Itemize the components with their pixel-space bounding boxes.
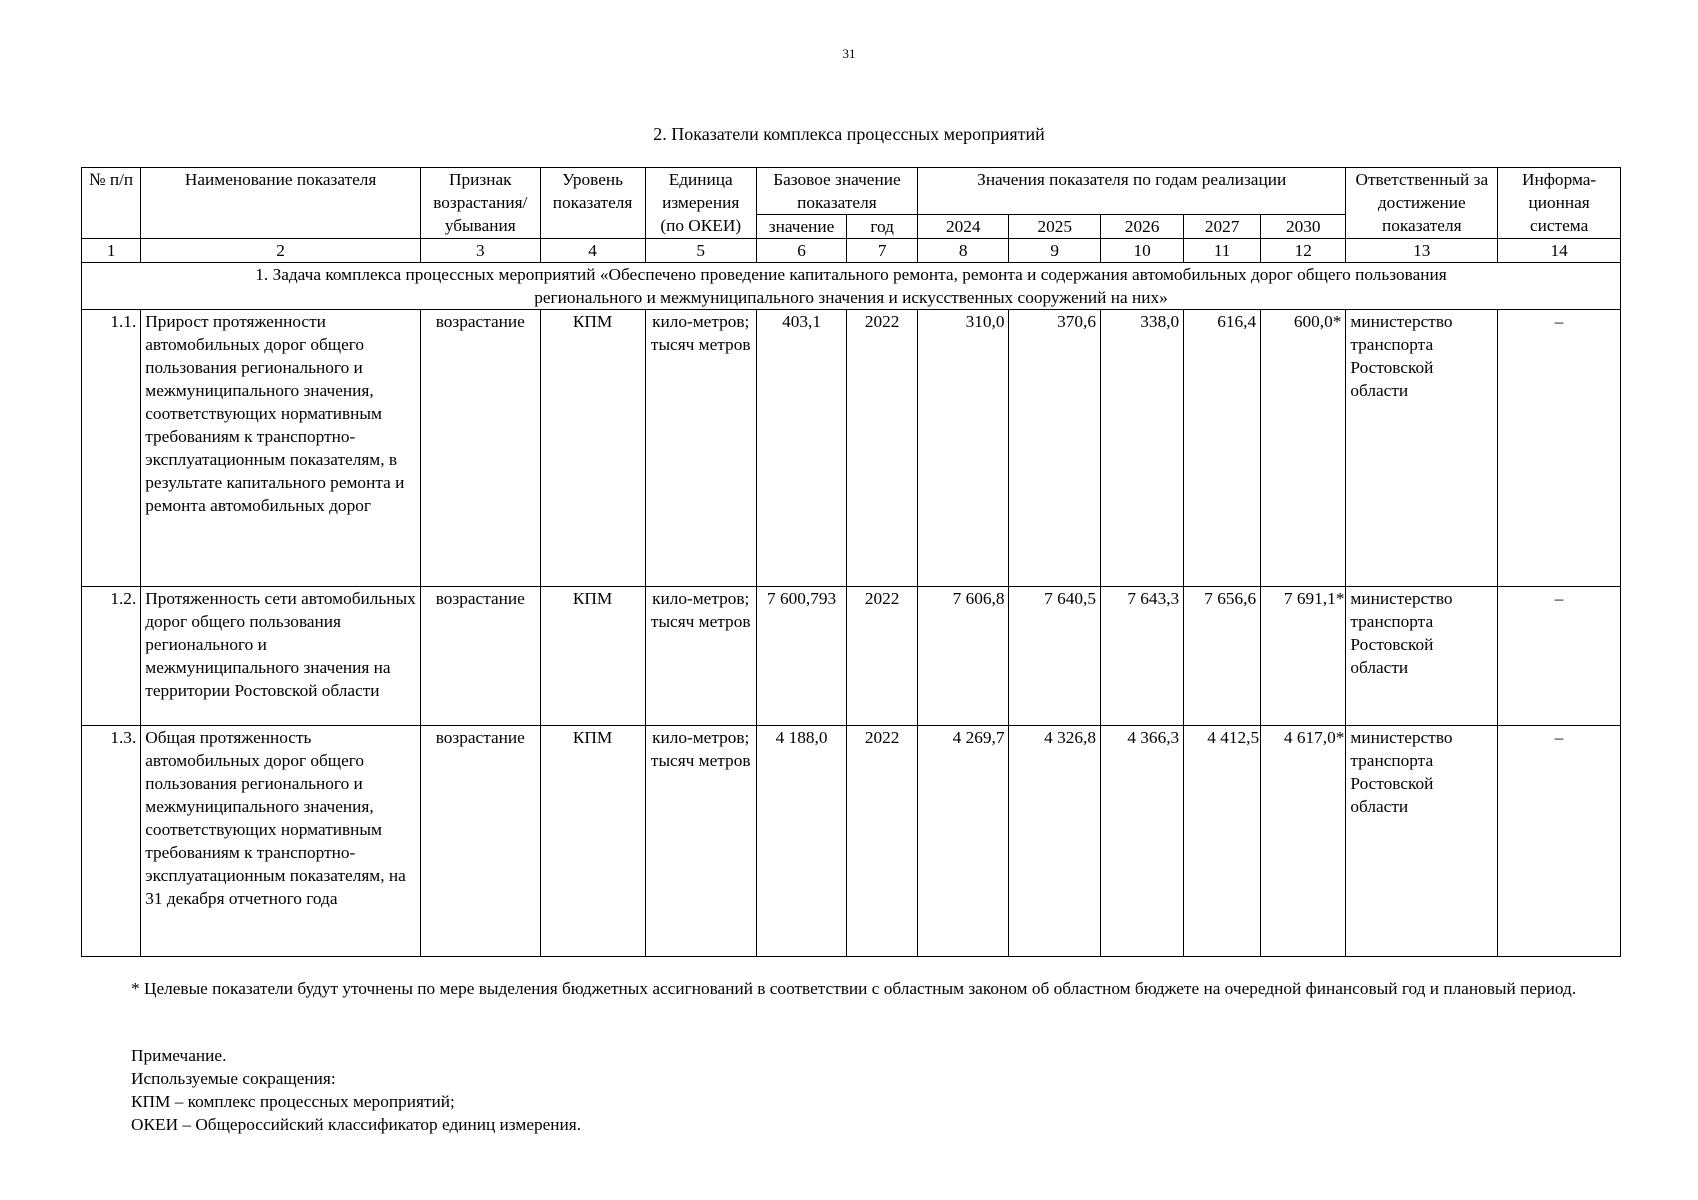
task-row xyxy=(82,263,1621,310)
row-num: 1.2. xyxy=(82,587,141,726)
header-row xyxy=(82,168,1621,215)
row-value-2024: 4 269,7 xyxy=(917,726,1009,957)
row-value-2025: 4 326,8 xyxy=(1009,726,1101,957)
row-trend: возрастание xyxy=(420,587,540,726)
header-trend: Признак возрастания/ убывания xyxy=(420,168,540,239)
column-number: 5 xyxy=(645,239,756,263)
row-base-year: 2022 xyxy=(847,587,918,726)
column-number: 8 xyxy=(917,239,1009,263)
column-number: 2 xyxy=(141,239,421,263)
table-row xyxy=(82,587,1621,726)
header-num: № п/п xyxy=(82,168,141,239)
indicators-table xyxy=(81,167,1621,957)
row-unit: кило-метров; тысяч метров xyxy=(645,587,756,726)
table-row xyxy=(82,726,1621,957)
row-level: КПМ xyxy=(540,726,645,957)
column-number: 9 xyxy=(1009,239,1101,263)
column-number: 13 xyxy=(1346,239,1498,263)
header-base: Базовое значение показателя xyxy=(756,168,917,215)
row-info: – xyxy=(1498,726,1621,957)
row-name: Прирост протяженности автомобильных дорог общего пользования регионального и межмуниципального значения, соответствующих нормативным требованиям к транспортно-эксплуатационным показателям, в результате капитального ремонта и ремонта автомобильных дорог xyxy=(141,310,421,587)
column-number: 14 xyxy=(1498,239,1621,263)
section-title: 2. Показатели комплекса процессных мероприятий xyxy=(653,124,1045,144)
column-number: 3 xyxy=(420,239,540,263)
note-subtitle: Используемые сокращения: xyxy=(131,1069,336,1088)
note-block xyxy=(131,1044,581,1136)
header-year-2025: 2025 xyxy=(1009,215,1101,239)
row-value-2025: 370,6 xyxy=(1009,310,1101,587)
row-unit: кило-метров; тысяч метров xyxy=(645,310,756,587)
row-num: 1.1. xyxy=(82,310,141,587)
table-row xyxy=(82,310,1621,587)
row-unit: кило-метров; тысяч метров xyxy=(645,726,756,957)
row-value-2027: 616,4 xyxy=(1184,310,1261,587)
column-number: 12 xyxy=(1261,239,1346,263)
column-number: 11 xyxy=(1184,239,1261,263)
note-item: КПМ – комплекс процессных мероприятий; xyxy=(131,1092,455,1111)
row-value-2030: 4 617,0* xyxy=(1261,726,1346,957)
header-unit: Единица измерения (по ОКЕИ) xyxy=(645,168,756,239)
row-level: КПМ xyxy=(540,587,645,726)
row-responsible: министерство транспорта Ростовской области xyxy=(1346,310,1498,587)
row-value-2024: 310,0 xyxy=(917,310,1009,587)
note-item: ОКЕИ – Общероссийский классификатор единиц измерения. xyxy=(131,1115,582,1134)
header-base-value: значение xyxy=(756,215,846,239)
row-value-2024: 7 606,8 xyxy=(917,587,1009,726)
header-year-2026: 2026 xyxy=(1100,215,1183,239)
page-number: 31 xyxy=(842,46,856,61)
header-name: Наименование показателя xyxy=(141,168,421,239)
footnote: * Целевые показатели будут уточнены по мере выделения бюджетных ассигнований в соответствии с областным законом об областном бюджете на очередной финансовый год и плановый период. xyxy=(131,979,1577,998)
column-number: 1 xyxy=(82,239,141,263)
column-number: 10 xyxy=(1100,239,1183,263)
column-number: 6 xyxy=(756,239,846,263)
header-values: Значения показателя по годам реализации xyxy=(917,168,1345,215)
row-value-2027: 7 656,6 xyxy=(1184,587,1261,726)
task-title: 1. Задача комплекса процессных мероприятий «Обеспечено проведение капитального ремонта, ремонта и содержания автомобильных дорог общего пользования регионального и межмуниципального значения и искусственных сооружений на них» xyxy=(82,263,1621,310)
header-base-year: год xyxy=(847,215,918,239)
row-value-2026: 7 643,3 xyxy=(1100,587,1183,726)
column-number: 4 xyxy=(540,239,645,263)
column-numbers-row xyxy=(82,239,1621,263)
row-info: – xyxy=(1498,587,1621,726)
row-base-value: 7 600,793 xyxy=(756,587,846,726)
row-base-year: 2022 xyxy=(847,726,918,957)
row-value-2025: 7 640,5 xyxy=(1009,587,1101,726)
header-year-2024: 2024 xyxy=(917,215,1009,239)
row-value-2026: 338,0 xyxy=(1100,310,1183,587)
row-base-value: 403,1 xyxy=(756,310,846,587)
row-value-2030: 600,0* xyxy=(1261,310,1346,587)
row-trend: возрастание xyxy=(420,726,540,957)
row-value-2027: 4 412,5 xyxy=(1184,726,1261,957)
row-base-value: 4 188,0 xyxy=(756,726,846,957)
row-name: Протяженность сети автомобильных дорог общего пользования регионального и межмуниципального значения на территории Ростовской области xyxy=(141,587,421,726)
row-trend: возрастание xyxy=(420,310,540,587)
row-level: КПМ xyxy=(540,310,645,587)
header-year-2027: 2027 xyxy=(1184,215,1261,239)
header-year-2030: 2030 xyxy=(1261,215,1346,239)
note-title: Примечание. xyxy=(131,1046,227,1065)
row-value-2026: 4 366,3 xyxy=(1100,726,1183,957)
column-number: 7 xyxy=(847,239,918,263)
header-info: Информа-ционная система xyxy=(1498,168,1621,239)
row-name: Общая протяженность автомобильных дорог общего пользования регионального и межмуниципального значения, соответствующих нормативным требованиям к транспортно-эксплуатационным показателям, на 31 декабря отчетного года xyxy=(141,726,421,957)
row-num: 1.3. xyxy=(82,726,141,957)
row-responsible: министерство транспорта Ростовской области xyxy=(1346,726,1498,957)
row-info: – xyxy=(1498,310,1621,587)
header-responsible: Ответственный за достижение показателя xyxy=(1346,168,1498,239)
row-value-2030: 7 691,1* xyxy=(1261,587,1346,726)
header-level: Уровень показателя xyxy=(540,168,645,239)
row-responsible: министерство транспорта Ростовской области xyxy=(1346,587,1498,726)
row-base-year: 2022 xyxy=(847,310,918,587)
